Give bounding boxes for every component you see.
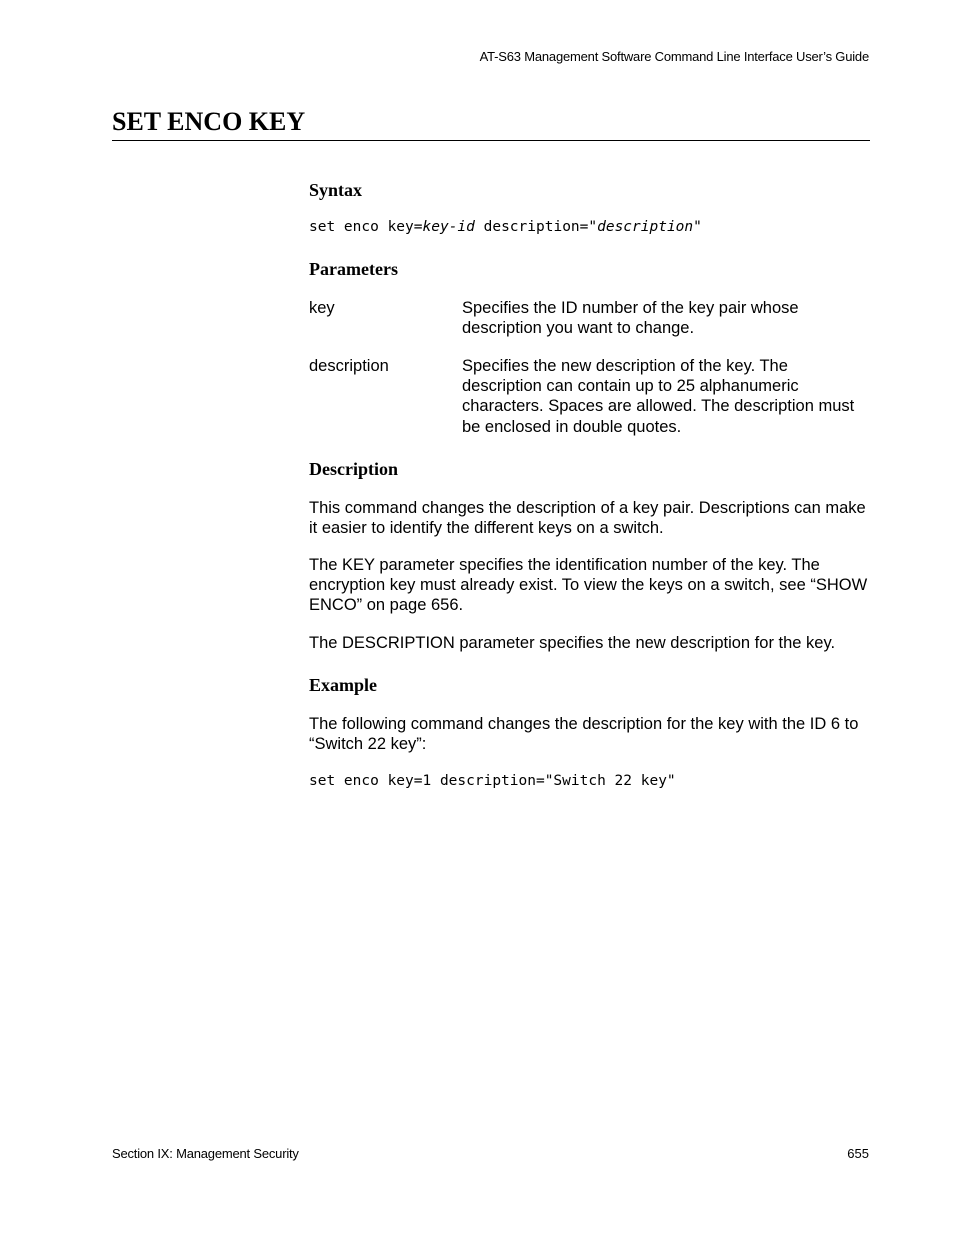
syntax-command-suffix: " [693, 219, 702, 235]
footer-section: Section IX: Management Security [112, 1146, 299, 1161]
parameters-heading: Parameters [309, 259, 398, 279]
example-text: The following command changes the description for the key with the ID 6 to “Switch 22 key”: [309, 715, 859, 754]
syntax-command-prefix: set enco key= [309, 219, 423, 235]
param-desc-description: Specifies the new description of the key. The description can contain up to 25 alphanumeric characters. Spaces are allowed. The description must be enclosed in double quotes. [462, 357, 855, 436]
page-title: SET ENCO KEY [112, 107, 306, 136]
running-head: AT-S63 Management Software Command Line Interface User’s Guide [479, 49, 869, 64]
syntax-key-placeholder: key-id [422, 219, 475, 235]
description-paragraph-2: The KEY parameter specifies the identification number of the key. The encryption key must already exist. To view the keys on a switch, see “SHOW ENCO” on page 656. [309, 556, 868, 615]
syntax-heading: Syntax [309, 180, 363, 200]
title-rule [112, 140, 870, 141]
param-name-key: key [309, 299, 335, 317]
syntax-command [309, 217, 702, 237]
param-desc-key: Specifies the ID number of the key pair whose description you want to change. [462, 299, 799, 338]
description-paragraph-1: This command changes the description of a key pair. Descriptions can make it easier to identify the different keys on a switch. [309, 499, 866, 538]
description-paragraph-3: The DESCRIPTION parameter specifies the new description for the key. [309, 634, 836, 652]
syntax-description-placeholder: description [597, 219, 694, 235]
example-heading: Example [309, 675, 378, 695]
description-heading: Description [309, 459, 398, 479]
syntax-command-middle: description=" [474, 219, 598, 235]
footer-page-number: 655 [847, 1146, 869, 1161]
example-command: set enco key=1 description="Switch 22 key" [309, 773, 676, 789]
param-name-description: description [309, 357, 389, 375]
